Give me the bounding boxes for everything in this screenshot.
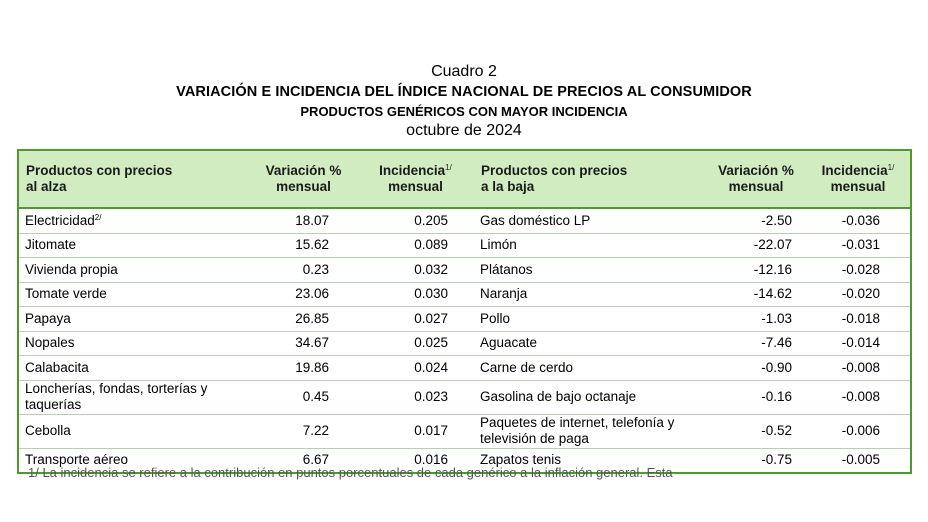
down-product-cell: Carne de cerdo — [474, 356, 706, 381]
table-row — [19, 414, 910, 448]
down-product-cell: Limón — [474, 233, 706, 258]
up-product-cell: Vivienda propia — [19, 258, 250, 283]
down-incidence-cell: -0.014 — [806, 331, 910, 356]
up-incidence-cell: 0.017 — [357, 414, 474, 448]
header-up-product: Productos con precios al alza — [19, 151, 250, 208]
down-product-cell: Gasolina de bajo octanaje — [474, 380, 706, 414]
down-incidence-cell: -0.028 — [806, 258, 910, 283]
table-period: octubre de 2024 — [406, 122, 522, 139]
up-incidence-cell: 0.016 — [414, 452, 448, 468]
down-variation-cell: -14.62 — [706, 282, 806, 307]
down-variation-cell: -0.52 — [706, 414, 806, 448]
down-variation-cell: -1.03 — [706, 307, 806, 332]
down-variation-cell: -12.16 — [706, 258, 806, 283]
up-variation-cell: 18.07 — [250, 208, 357, 233]
up-variation-cell: 0.45 — [250, 380, 357, 414]
down-incidence-cell: -0.008 — [806, 356, 910, 381]
table-row — [19, 380, 910, 414]
header-down-incidence: Incidencia$^{1/}$ mensual — [806, 151, 910, 208]
up-variation-cell: 15.62 — [250, 233, 357, 258]
up-variation-cell: 23.06 — [250, 282, 357, 307]
down-product-cell: Paquetes de internet, telefonía y televisión de paga — [474, 414, 706, 448]
table-subtitle: PRODUCTOS GENÉRICOS CON MAYOR INCIDENCIA — [300, 104, 628, 119]
up-product-cell: Jitomate — [19, 233, 250, 258]
up-incidence-cell: 0.024 — [357, 356, 474, 381]
cuadro-label: Cuadro 2 — [431, 63, 497, 80]
down-incidence-cell: -0.005 — [841, 452, 880, 468]
up-product-cell: Tomate verde — [19, 282, 250, 307]
up-incidence-cell: 0.023 — [357, 380, 474, 414]
down-incidence-cell: -0.018 — [806, 307, 910, 332]
table-title: VARIACIÓN E INCIDENCIA DEL ÍNDICE NACIONAL DE PRECIOS AL CONSUMIDOR — [176, 84, 752, 100]
header-up-incidence: Incidencia$^{1/}$ mensual — [357, 151, 474, 208]
down-incidence-cell: -0.036 — [806, 208, 910, 233]
up-variation-cell: 6.67 — [302, 452, 329, 468]
incidence-table — [17, 149, 912, 480]
down-incidence-cell: -0.020 — [806, 282, 910, 307]
down-incidence-cell: -0.006 — [806, 414, 910, 448]
up-variation-cell: 0.23 — [250, 258, 357, 283]
up-product-cell: Cebolla — [19, 414, 250, 448]
up-product-cell: Transporte aéreo — [25, 452, 129, 468]
up-incidence-cell: 0.089 — [357, 233, 474, 258]
up-incidence-cell: 0.032 — [357, 258, 474, 283]
down-variation-cell: -2.50 — [706, 208, 806, 233]
down-product-cell: Pollo — [474, 307, 706, 332]
footnote-cropped: 1/ La incidencia se refiere a la contribución en puntos porcentuales de cada genérico a la inflación general. Esta — [28, 465, 673, 480]
table-row — [19, 208, 910, 233]
header-down-product: Productos con precios a la baja — [474, 151, 706, 208]
up-incidence-cell: 0.030 — [357, 282, 474, 307]
down-variation-cell: -0.75 — [761, 452, 792, 468]
down-variation-cell: -22.07 — [706, 233, 806, 258]
down-incidence-cell: -0.031 — [806, 233, 910, 258]
table-row — [19, 356, 910, 381]
down-product-cell: Plátanos — [474, 258, 706, 283]
header-down-variation: Variación % mensual — [706, 151, 806, 208]
table-row — [19, 307, 910, 332]
down-variation-cell: -7.46 — [706, 331, 806, 356]
down-variation-cell: -0.90 — [706, 356, 806, 381]
up-product-cell: Electricidad$^{2/}$ — [19, 208, 250, 233]
down-product-cell: Gas doméstico LP — [474, 208, 706, 233]
up-product-cell: Calabacita — [19, 356, 250, 381]
table-row — [19, 233, 910, 258]
table-header-row — [19, 151, 910, 208]
up-product-cell: Papaya — [19, 307, 250, 332]
up-incidence-cell: 0.025 — [357, 331, 474, 356]
header-up-variation: Variación % mensual — [250, 151, 357, 208]
up-variation-cell: 34.67 — [250, 331, 357, 356]
down-incidence-cell: -0.008 — [806, 380, 910, 414]
up-incidence-cell: 0.027 — [357, 307, 474, 332]
up-variation-cell: 19.86 — [250, 356, 357, 381]
down-variation-cell: -0.16 — [706, 380, 806, 414]
table-row — [19, 258, 910, 283]
up-product-cell: Loncherías, fondas, torterías y taquerías — [19, 380, 250, 414]
table-row — [19, 282, 910, 307]
down-product-cell: Naranja — [474, 282, 706, 307]
up-variation-cell: 26.85 — [250, 307, 357, 332]
up-variation-cell: 7.22 — [250, 414, 357, 448]
up-product-cell: Nopales — [19, 331, 250, 356]
down-product-cell: Zapatos tenis — [480, 452, 562, 468]
up-incidence-cell: 0.205 — [357, 208, 474, 233]
down-product-cell: Aguacate — [474, 331, 706, 356]
table-caption — [0, 62, 928, 140]
table-row — [19, 331, 910, 356]
